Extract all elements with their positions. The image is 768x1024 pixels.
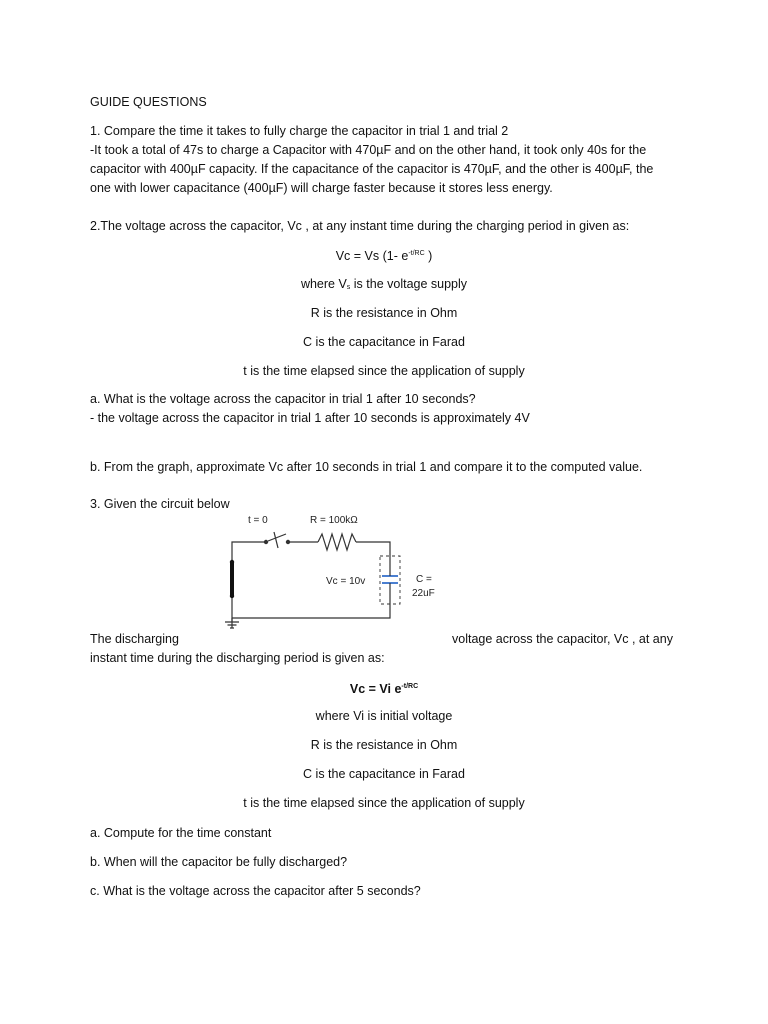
q1-answer-line-1: -It took a total of 47s to charge a Capacitor with 470µF and on the other hand, it took only 40s for the [90,143,647,157]
q2-intro: 2.The voltage across the capacitor, Vc , at any instant time during the charging period in given as: [90,219,630,233]
charging-formula-close: ) [424,249,433,263]
t-definition-2: t is the time elapsed since the application of supply [243,796,525,810]
discharging-text-continued: instant time during the discharging period is given as: [90,651,385,665]
t-definition: t is the time elapsed since the application of supply [243,364,525,378]
discharging-text-left: The discharging [90,632,179,646]
charging-formula-exponent: -t/RC [408,250,425,257]
r-definition-2: R is the resistance in Ohm [310,738,458,752]
discharging-formula-exponent: -t/RC [401,683,419,690]
q1-answer-line-3: one with lower capacitance (400µF) will charge faster because it stores less energy. [90,181,553,195]
c-definition: C is the capacitance in Farad [303,335,465,349]
charging-formula [0,245,768,265]
switch-label: t = 0 [248,515,268,526]
r-definition: R is the resistance in Ohm [310,306,458,320]
capacitance-label-line-2: 22uF [412,588,435,599]
q3-intro: 3. Given the circuit below [90,497,230,511]
q2a-question: a. What is the voltage across the capacitor in trial 1 after 10 seconds? [90,392,476,406]
q3c-question: c. What is the voltage across the capacitor after 5 seconds? [90,884,421,898]
vs-definition-prefix: where V [300,277,347,291]
circuit-left-wire [232,542,264,628]
q2a-answer: - the voltage across the capacitor in trial 1 after 10 seconds is approximately 4V [90,411,530,425]
node-bottom [230,594,234,598]
rc-circuit-diagram [222,510,444,632]
capacitor-plates [382,576,398,583]
vs-definition-suffix: is the voltage supply [350,277,468,291]
capacitance-label-line-1: C = [416,574,432,585]
node-top [230,560,234,564]
c-definition-2: C is the capacitance in Farad [303,767,465,781]
discharging-formula-main: Vc = Vi e [349,682,402,696]
vs-definition [0,275,768,297]
q2b-question: b. From the graph, approximate Vc after 10 seconds in trial 1 and compare it to the computed value. [90,460,643,474]
circuit-top-right-wire [356,542,390,556]
vi-definition: where Vi is initial voltage [315,709,453,723]
circuit-bottom-wire [232,604,390,618]
q1-question: 1. Compare the time it takes to fully charge the capacitor in trial 1 and trial 2 [90,124,509,138]
discharging-formula [0,678,768,698]
resistor-symbol [318,534,356,550]
switch-contact-left [264,540,267,543]
resistor-label: R = 100kΩ [310,515,358,526]
switch-contact-right [286,540,289,543]
q3b-question: b. When will the capacitor be fully discharged? [90,855,348,869]
vc-label: Vc = 10v [326,576,366,587]
q3a-question: a. Compute for the time constant [90,826,272,840]
section-heading: GUIDE QUESTIONS [90,95,207,109]
discharging-text-right: voltage across the capacitor, Vc , at any [452,632,673,646]
switch-blade [268,534,286,541]
switch-arrow [274,532,278,548]
vs-definition-subscript: s [346,284,351,291]
charging-formula-main: Vc = Vs (1- e [335,249,409,263]
q1-answer-line-2: capacitor with 400µF capacity. If the capacitance of the capacitor is 470µF, and the other is 400µF, the [90,162,654,176]
